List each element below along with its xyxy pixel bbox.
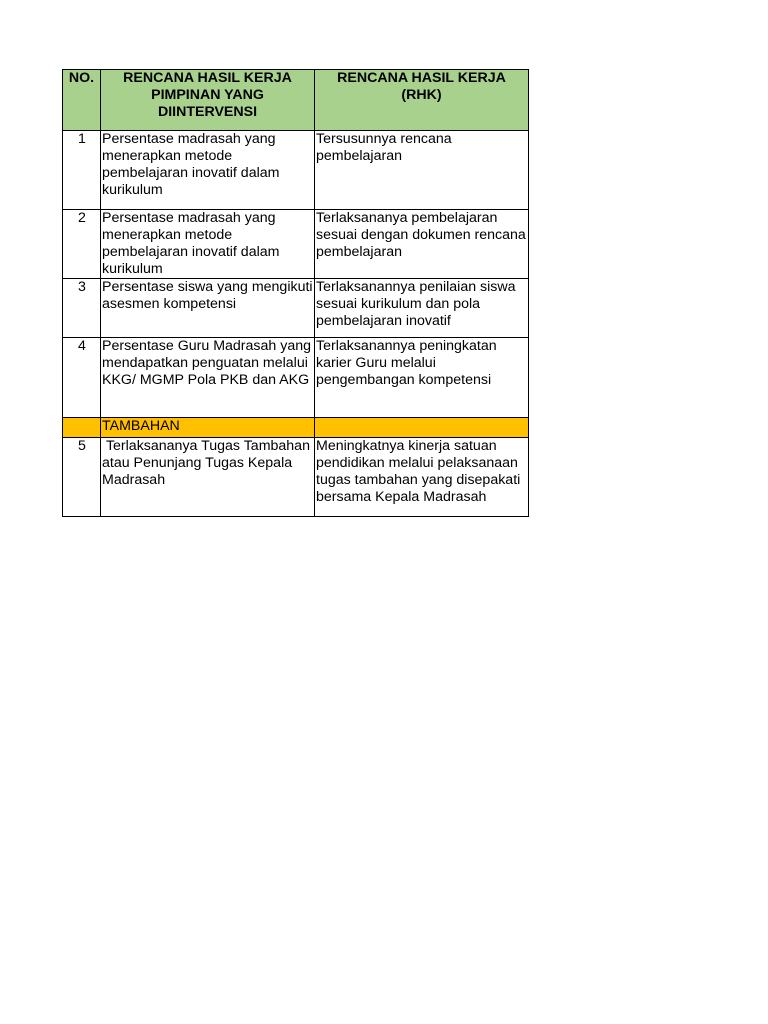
cell-no[interactable]: 4 bbox=[63, 338, 101, 418]
cell-rencana-pimpinan[interactable]: Terlaksananya Tugas Tambahan atau Penunjang Tugas Kepala Madrasah bbox=[101, 438, 315, 517]
table-row bbox=[63, 131, 529, 210]
header-rencana-hasil-kerja-rhk[interactable]: RENCANA HASIL KERJA (RHK) bbox=[315, 70, 529, 131]
table-row bbox=[63, 438, 529, 517]
cell-no[interactable]: 1 bbox=[63, 131, 101, 210]
rhk-table bbox=[62, 69, 529, 517]
cell-no[interactable]: 2 bbox=[63, 210, 101, 279]
table-row bbox=[63, 210, 529, 279]
cell-rencana-pimpinan[interactable]: Persentase siswa yang mengikuti asesmen kompetensi bbox=[101, 279, 315, 338]
cell-rencana-pimpinan[interactable]: Persentase madrasah yang menerapkan metode pembelajaran inovatif dalam kurikulum bbox=[101, 131, 315, 210]
header-rencana-hasil-kerja-pimpinan[interactable]: RENCANA HASIL KERJA PIMPINAN YANG DIINTERVENSI bbox=[101, 70, 315, 131]
cell-rhk[interactable]: Terlaksananya pembelajaran sesuai dengan dokumen rencana pembelajaran bbox=[315, 210, 529, 279]
cell-rhk[interactable]: Terlaksanannya peningkatan karier Guru melalui pengembangan kompetensi bbox=[315, 338, 529, 418]
cell-rencana-pimpinan[interactable]: Persentase Guru Madrasah yang mendapatkan penguatan melalui KKG/ MGMP Pola PKB dan AKG bbox=[101, 338, 315, 418]
cell-rhk[interactable]: Terlaksanannya penilaian siswa sesuai kurikulum dan pola pembelajaran inovatif bbox=[315, 279, 529, 338]
header-row bbox=[63, 70, 529, 131]
header-no[interactable]: NO. bbox=[63, 70, 101, 131]
cell-rhk[interactable]: Tersusunnya rencana pembelajaran bbox=[315, 131, 529, 210]
table-row bbox=[63, 338, 529, 418]
cell-rencana-pimpinan[interactable]: Persentase madrasah yang menerapkan metode pembelajaran inovatif dalam kurikulum bbox=[101, 210, 315, 279]
cell-rhk[interactable]: Meningkatnya kinerja satuan pendidikan melalui pelaksanaan tugas tambahan yang disepakati bersama Kepala Madrasah bbox=[315, 438, 529, 517]
section-cell-empty[interactable] bbox=[63, 418, 101, 438]
cell-no[interactable]: 3 bbox=[63, 279, 101, 338]
cell-no[interactable]: 5 bbox=[63, 438, 101, 517]
section-row-tambahan bbox=[63, 418, 529, 438]
section-label[interactable]: TAMBAHAN bbox=[101, 418, 315, 438]
section-cell-empty[interactable] bbox=[315, 418, 529, 438]
table-row bbox=[63, 279, 529, 338]
